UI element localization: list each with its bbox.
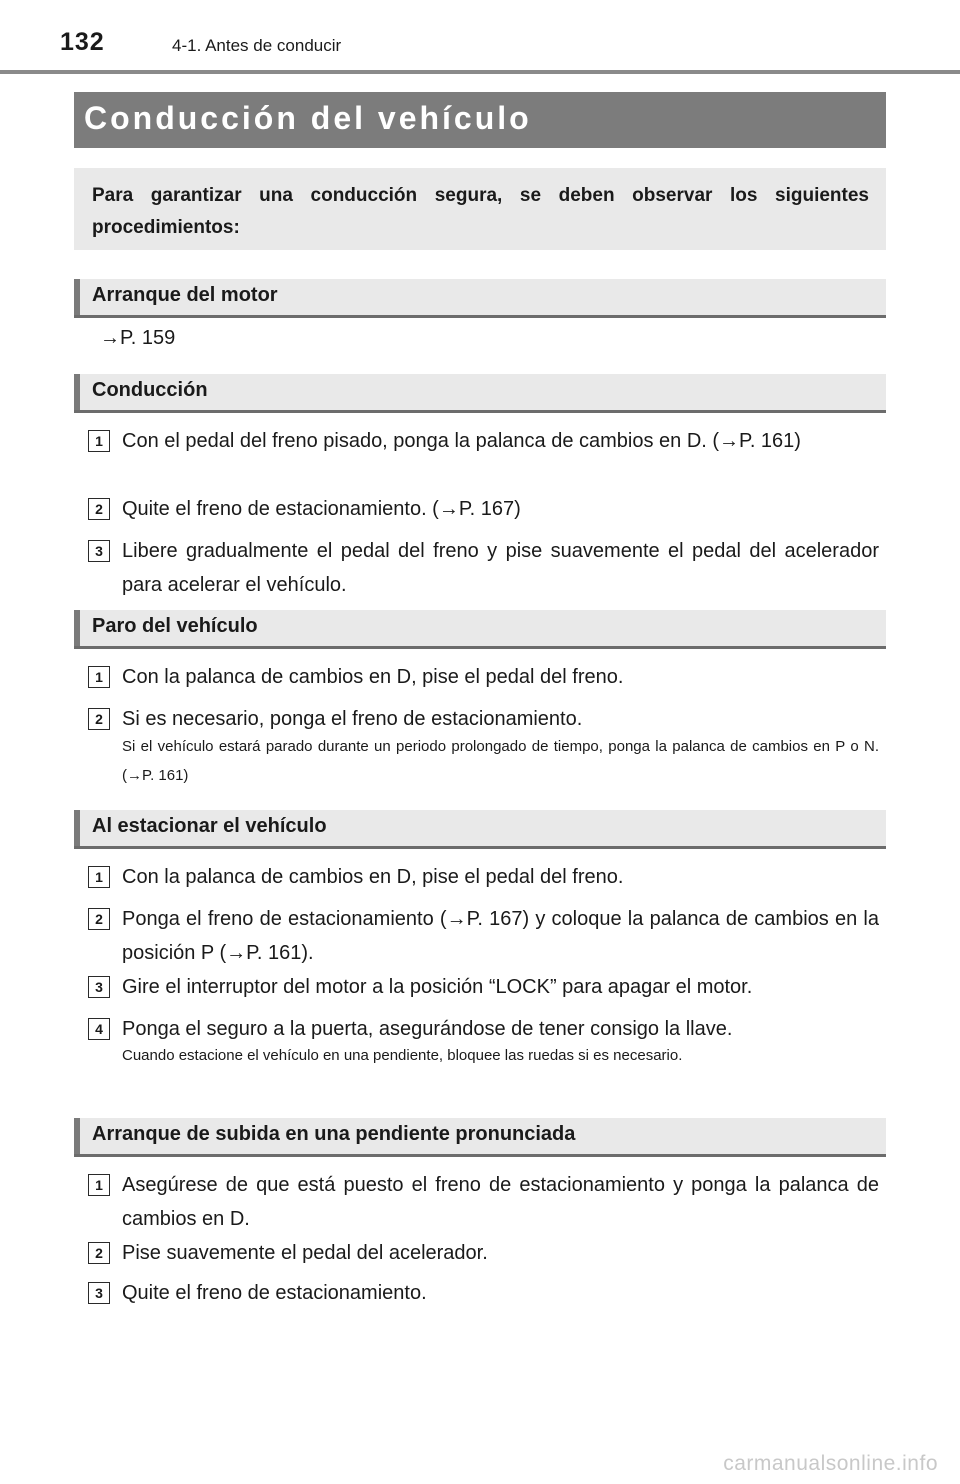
- step-text: Quite el freno de estacionamiento.: [122, 1282, 427, 1304]
- step-number-badge: 1: [88, 866, 110, 888]
- step-number-badge: 1: [88, 666, 110, 688]
- step-text: Ponga el seguro a la puerta, asegurándose de tener consigo la llave.: [122, 1018, 733, 1040]
- page-reference: →P. 159: [100, 327, 176, 349]
- step-text: Libere gradualmente el pedal del freno y pise suavemente el pedal del acelerador para acelerar el vehículo.: [122, 540, 879, 596]
- intro-text: Para garantizar una conducción segura, se deben observar los siguientes procedimientos:: [92, 185, 869, 238]
- step-number-badge: 4: [88, 1018, 110, 1040]
- step-text: Ponga el freno de estacionamiento (→P. 167) y coloque la palanca de cambios en la posición P (→P. 161).: [122, 908, 879, 964]
- note-text: Cuando estacione el vehículo en una pendiente, bloquee las ruedas si es necesario.: [122, 1047, 683, 1064]
- step-text: Gire el interruptor del motor a la posición “LOCK” para apagar el motor.: [122, 976, 753, 998]
- step-text: Con la palanca de cambios en D, pise el pedal del freno.: [122, 866, 624, 888]
- step-number-badge: 1: [88, 430, 110, 452]
- step-number-badge: 3: [88, 1282, 110, 1304]
- page-header: [0, 0, 960, 76]
- step-number-badge: 2: [88, 498, 110, 520]
- step-text: Pise suavemente el pedal del acelerador.: [122, 1242, 488, 1264]
- section-heading: [74, 610, 886, 649]
- step-number-badge: 1: [88, 1174, 110, 1196]
- note-text: Si el vehículo estará parado durante un periodo prolongado de tiempo, ponga la palanca de cambios en P o N. (→P. 161): [122, 738, 879, 784]
- step-number-badge: 3: [88, 540, 110, 562]
- chapter-title: 4-1. Antes de conducir: [172, 36, 342, 55]
- section-heading-label: Paro del vehículo: [92, 615, 258, 637]
- step-text: Con el pedal del freno pisado, ponga la palanca de cambios en D. (→P. 161): [122, 430, 801, 452]
- section-heading-label: Conducción: [92, 379, 208, 401]
- section-heading-label: Al estacionar el vehículo: [92, 815, 327, 837]
- step-number-badge: 2: [88, 1242, 110, 1264]
- section-heading-label: Arranque del motor: [92, 284, 278, 306]
- page-number: 132: [60, 28, 105, 56]
- header-divider: [0, 70, 960, 74]
- step-number-badge: 3: [88, 976, 110, 998]
- section-heading: [74, 1118, 886, 1157]
- intro-box: [74, 168, 886, 250]
- step-number-badge: 2: [88, 908, 110, 930]
- step-text: Con la palanca de cambios en D, pise el pedal del freno.: [122, 666, 624, 688]
- section-heading: [74, 810, 886, 849]
- step-number-badge: 2: [88, 708, 110, 730]
- step-text: Quite el freno de estacionamiento. (→P. 167): [122, 498, 521, 520]
- page-title: Conducción del vehículo: [84, 100, 532, 136]
- step-text: Si es necesario, ponga el freno de estacionamiento.: [122, 708, 583, 730]
- section-heading: [74, 279, 886, 318]
- section-heading-label: Arranque de subida en una pendiente pronunciada: [92, 1123, 576, 1145]
- section-heading: [74, 374, 886, 413]
- step-text: Asegúrese de que está puesto el freno de estacionamiento y ponga la palanca de cambios en D.: [122, 1174, 879, 1230]
- section-title-bar: [74, 92, 886, 148]
- watermark: carmanualsonline.info: [723, 1452, 938, 1475]
